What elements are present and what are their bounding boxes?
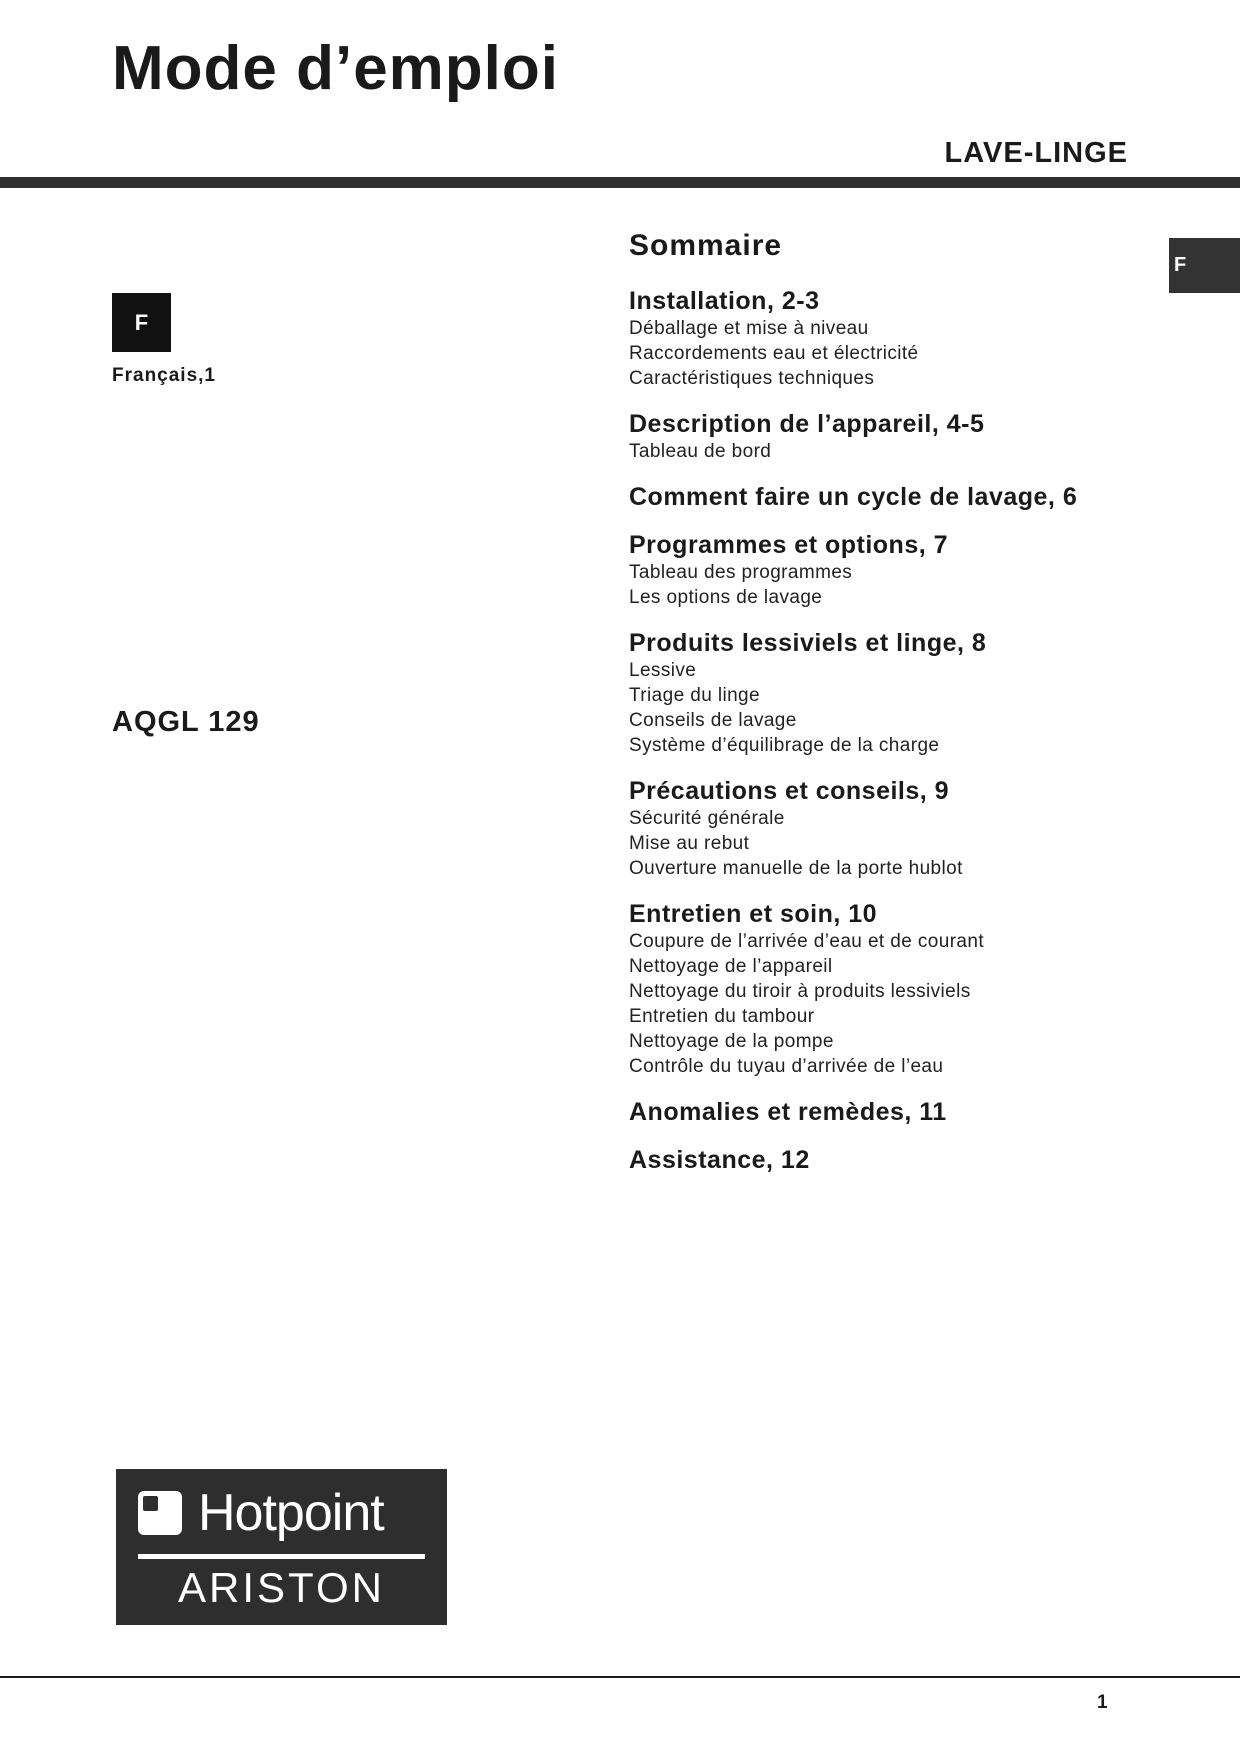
language-badge: F (112, 293, 171, 352)
toc-subitem: Caractéristiques techniques (629, 368, 875, 389)
toc-section-heading: Assistance, 12 (629, 1146, 810, 1174)
toc-section (629, 530, 1149, 610)
page-number: 1 (1097, 1692, 1108, 1713)
toc-subitem: Contrôle du tuyau d’arrivée de l’eau (629, 1056, 944, 1077)
toc-subitem: Déballage et mise à niveau (629, 318, 869, 339)
toc-subitem: Triage du linge (629, 685, 760, 706)
toc-sections (629, 286, 1149, 1175)
brand-mark-icon (138, 1491, 182, 1535)
toc-section-heading: Programmes et options, 7 (629, 531, 949, 559)
toc-subitem: Système d’équilibrage de la charge (629, 735, 940, 756)
toc-title: Sommaire (629, 229, 783, 262)
toc-subitem: Nettoyage de l’appareil (629, 956, 833, 977)
toc-subitem: Tableau des programmes (629, 562, 853, 583)
toc-section (629, 409, 1149, 464)
toc-subitem: Conseils de lavage (629, 710, 797, 731)
toc-section-heading: Description de l’appareil, 4-5 (629, 410, 985, 438)
toc-section (629, 482, 1149, 512)
toc-subitem: Ouverture manuelle de la porte hublot (629, 858, 963, 879)
toc-section (629, 1097, 1149, 1127)
toc-section (629, 899, 1149, 1079)
header-divider (0, 177, 1240, 188)
toc-subitem: Les options de lavage (629, 587, 823, 608)
toc-section-heading: Produits lessiviels et linge, 8 (629, 629, 987, 657)
toc-section (629, 1145, 1149, 1175)
logo-brand-text: Hotpoint (198, 1484, 384, 1542)
toc-section (629, 776, 1149, 881)
toc-section (629, 286, 1149, 391)
logo-sub-text: ARISTON (178, 1564, 385, 1611)
toc-section-heading: Précautions et conseils, 9 (629, 777, 950, 805)
language-side-tab: F (1169, 238, 1240, 293)
table-of-contents (629, 228, 1149, 1193)
toc-subitem: Raccordements eau et électricité (629, 343, 919, 364)
toc-section-heading: Entretien et soin, 10 (629, 900, 878, 928)
toc-section-heading: Installation, 2-3 (629, 287, 820, 315)
language-reference: Français,1 (112, 365, 216, 386)
logo-divider (138, 1554, 425, 1559)
model-number: AQGL 129 (112, 706, 260, 738)
toc-subitem: Entretien du tambour (629, 1006, 815, 1027)
hotpoint-ariston-logo (116, 1469, 447, 1625)
toc-subitem: Lessive (629, 660, 697, 681)
toc-subitem: Tableau de bord (629, 441, 772, 462)
toc-subitem: Coupure de l’arrivée d’eau et de courant (629, 931, 985, 952)
toc-section-heading: Comment faire un cycle de lavage, 6 (629, 483, 1078, 511)
toc-section-heading: Anomalies et remèdes, 11 (629, 1098, 947, 1126)
footer-divider (0, 1676, 1240, 1678)
toc-subitem: Mise au rebut (629, 833, 750, 854)
toc-subitem: Nettoyage de la pompe (629, 1031, 834, 1052)
product-type: LAVE-LINGE (944, 137, 1128, 169)
document-title: Mode d’emploi (112, 34, 559, 103)
toc-subitem: Sécurité générale (629, 808, 785, 829)
toc-section (629, 628, 1149, 758)
toc-subitem: Nettoyage du tiroir à produits lessiviels (629, 981, 971, 1002)
